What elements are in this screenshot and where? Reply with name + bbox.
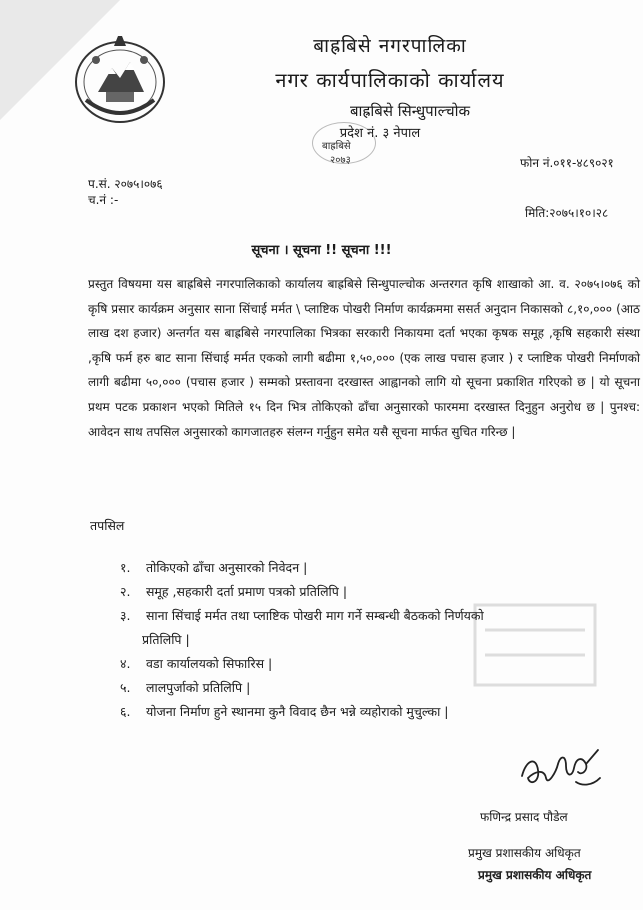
faint-seal-icon — [470, 600, 600, 690]
signature-icon — [516, 742, 604, 792]
reference-ps: प.सं. २०७५।०७६ — [88, 177, 163, 191]
list-item: २. समूह ,सहकारी दर्ता प्रमाण पत्रको प्रतिलिपि | — [120, 584, 348, 599]
letterhead — [230, 32, 550, 141]
list-item: ५. लालपुर्जाको प्रतिलिपि | — [120, 680, 251, 695]
office-name: नगर कार्यपालिकाको कार्यालय — [275, 68, 505, 92]
reference-block — [88, 176, 163, 208]
signatory-name: फणिन्द्र प्रसाद पौडेल — [480, 810, 568, 824]
signatory-title: प्रमुख प्रशासकीय अधिकृत — [468, 846, 581, 860]
nepal-emblem-icon — [68, 30, 172, 126]
tapsil-label: तपसिल — [90, 518, 125, 533]
signatory-stamp: प्रमुख प्रशासकीय अधिकृत — [478, 868, 592, 882]
office-location: बाह्रबिसे सिन्धुपाल्चोक — [349, 102, 470, 120]
letter-date: मिति:२०७५।१०।२८ — [525, 206, 609, 220]
reference-chn: च.नं :- — [88, 193, 119, 207]
notice-body: प्रस्तुत विषयमा यस बाह्रबिसे नगरपालिकाको कार्यालय बाह्रबिसे सिन्धुपाल्चोक अन्तरगत कृषि शाखाको आ. व. २०७५।०७६ को कृषि प्रसार कार्यक्रम अनुसार साना सिंचाई मर्मत \ प्लाष्टिक पोखरी निर्माण कार्यक्रममा ससर्त अनुदान निकासको ८,१०,००० (आठ लाख दश हजार) अन्तर्गत यस बाह्रबिसे नगरपालिका भित्रका सरकारी निकायमा दर्ता भएका कृषक समूह ,कृषि सहकारी संस्था ,कृषि फर्म हरु बाट साना सिंचाई मर्मत एकको लागी बढीमा १,५०,००० (एक लाख पचास हजार ) र प्लाष्टिक पोखरी निर्माणको लागी बढीमा ५०,००० (पचास हजार ) सम्मको प्रस्तावना दरखास्त आह्वानको लागि यो सूचना प्रकाशित गरिएको छ | यो सूचना प्रथम पटक प्रकाशन भएको मितिले १५ दिन भित्र तोकिएको ढाँचा अनुसारको फारममा दरखास्त दिनुहुन अनुरोध छ | पुनश्च: आवेदन साथ तपसिल अनुसारको कागजातहरु संलग्न गर्नुहुन समेत यसै सूचना मार्फत सुचित गरिन्छ | — [88, 277, 640, 439]
list-item: १. तोकिएको ढाँचा अनुसारको निवेदन | — [120, 560, 308, 575]
list-item-continuation: प्रतिलिपि | — [142, 632, 190, 647]
phone-number: फोन नं.०११-४८९०२१ — [520, 156, 614, 170]
list-item: ६. योजना निर्माण हुने स्थानमा कुनै विवाद छैन भन्ने व्यहोराको मुचुल्का | — [120, 704, 449, 719]
list-item: ४. वडा कार्यालयको सिफारिस | — [120, 656, 273, 671]
office-seal-year: २०७३ — [330, 155, 351, 166]
notice-title: सूचना । सूचना !! सूचना !!! — [251, 243, 392, 258]
municipality-name: बाह्रबिसे नगरपालिका — [313, 35, 467, 57]
office-seal-text: बाह्रबिसे — [322, 141, 351, 152]
list-item: ३. साना सिंचाई मर्मत तथा प्लाष्टिक पोखरी माग गर्ने सम्बन्धी बैठकको निर्णयको — [120, 608, 484, 623]
province-line: प्रदेश नं. ३ नेपाल — [339, 126, 421, 141]
